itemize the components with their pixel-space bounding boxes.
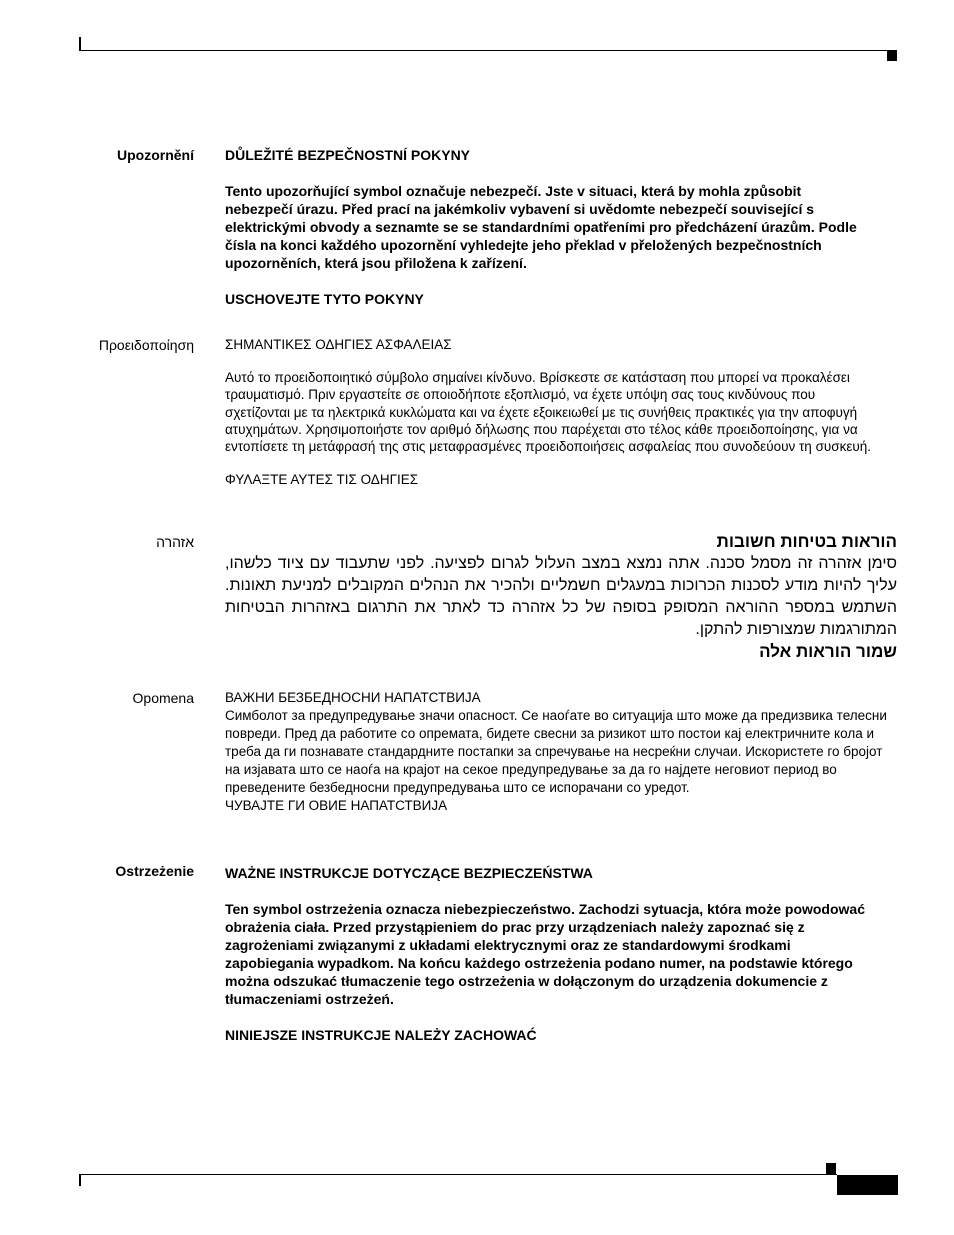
header-rule xyxy=(79,50,887,51)
warning-text: סימן אזהרה זה מסמל סכנה. אתה נמצא במצב העלול לגרום לפציעה. לפני שתעבוד עם ציוד כלשהו, עליך להיות מודע לסכנות הכרוכות במעגלים חשמליים ולהכיר את הנהלים המקובלים למניעת תאונות. השתמש במספר ההוראה המסופק בסופה של כל אזהרה כד לאתר את התרגום באזהרות הבטיחות המתורגמות שמצורפות להתקן. xyxy=(225,555,897,638)
warning-save-instructions: שמור הוראות אלה xyxy=(759,642,897,661)
warning-save-instructions: ЧУВАЈТЕ ГИ ОВИЕ НАПАТСТВИЈА xyxy=(225,798,448,813)
header-corner-mark xyxy=(79,37,81,51)
warning-heading: WAŻNE INSTRUKCJE DOTYCZĄCE BEZPIECZEŃSTWA xyxy=(225,865,593,881)
footer-corner-mark xyxy=(79,1174,81,1186)
warning-text: Αυτό το προειδοποιητικό σύμβολο σημαίνει κίνδυνο. Βρίσκεστε σε κατάσταση που μπορεί να προκαλέσει τραυματισμό. Πριν εργαστείτε σε οποιοδήποτε εξοπλισμό, να έχετε υπόψη σας τους κινδύνους που σχετίζονται με τα ηλεκτρικά κυκλώματα και να έχετε εξοικειωθεί με τις συνήθεις πρακτικές για την αποφυγή ατυχημάτων. Χρησιμοποιήστε τον αριθμό δήλωσης που παρέχεται στο τέλος κάθε προειδοποίησης, για να εντοπίσετε τη μετάφρασή της στις μεταφρασμένες προειδοποιήσεις ασφαλείας που συνοδεύουν τη συσκευή. xyxy=(225,370,872,455)
header-marker-block xyxy=(887,50,897,61)
warning-text: Ten symbol ostrzeżenia oznacza niebezpieczeństwo. Zachodzi sytuacja, która może powodować obrażenia ciała. Przed przystąpieniem do prac przy urządzeniach należy zapoznać się z zagrożeniami związanymi z układami elektrycznymi oraz ze standardowymi środkami zapobiegania wypadkom. Na końcu każdego ostrzeżenia podano numer, na podstawie którego można odszukać tłumaczenie tego ostrzeżenia w dołączonym do urządzenia dokumencie z tłumaczeniami ostrzeżeń. xyxy=(225,901,866,1007)
warning-save-instructions: NINIEJSZE INSTRUKCJE NALEŻY ZACHOWAĆ xyxy=(225,1027,537,1043)
warning-heading: הוראות בטיחות חשובות xyxy=(716,532,897,551)
warning-body xyxy=(225,689,895,815)
warning-save-instructions: ΦΥΛΑΞΤΕ ΑΥΤΕΣ ΤΙΣ ΟΔΗΓΙΕΣ xyxy=(225,472,419,488)
footer-rule xyxy=(79,1174,837,1175)
warning-save-instructions: USCHOVEJTE TYTO POKYNY xyxy=(225,291,424,307)
warning-label: Προειδοποίηση xyxy=(98,337,194,353)
warning-body xyxy=(225,531,897,663)
warning-body xyxy=(225,336,895,488)
warning-heading: ΣΗΜΑΝΤΙΚΕΣ ΟΔΗΓΙΕΣ ΑΣΦΑΛΕΙΑΣ xyxy=(225,337,452,352)
footer-page-tab xyxy=(837,1175,898,1195)
warning-text: Симболот за предупредување значи опасност. Се наоѓате во ситуација што може да предизвика телесни повреди. Пред да работите со опремата, бидете свесни за ризикот што постои кај електричните кола и треба да ги познавате стандардните постапки за спречување на несреќни случаи. Искористете го бројот на изјавата што се наоѓа на крајот на секое предупредување за да го најдете неговиот период во преведените безбедносни предупредувања што се испорачани со уредот. xyxy=(225,708,887,795)
warning-heading: DŮLEŽITÉ BEZPEČNOSTNÍ POKYNY xyxy=(225,147,471,163)
footer-marker-block xyxy=(826,1163,836,1174)
warning-body xyxy=(225,146,895,308)
warning-label: Ostrzeżenie xyxy=(115,863,194,879)
warning-heading: ВАЖНИ БЕЗБЕДНОСНИ НАПАТСТВИЈА xyxy=(225,690,481,705)
warning-label: אזהרה xyxy=(156,534,194,550)
warning-text: Tento upozorňující symbol označuje nebezpečí. Jste v situaci, která by mohla způsobit nebezpečí úrazu. Před prací na jakémkoliv vybavení si uvědomte nebezpečí související s elektrickými obvody a seznamte se se standardními opatřeními pro předcházení úrazům. Podle čísla na konci každého upozornění vyhledejte jeho překlad v přeložených bezpečnostních upozorněních, která jsou přiložena k zařízení. xyxy=(225,183,857,271)
warning-label: Upozornění xyxy=(117,147,194,163)
warning-label: Opomena xyxy=(132,690,194,706)
warning-body xyxy=(225,864,895,1044)
